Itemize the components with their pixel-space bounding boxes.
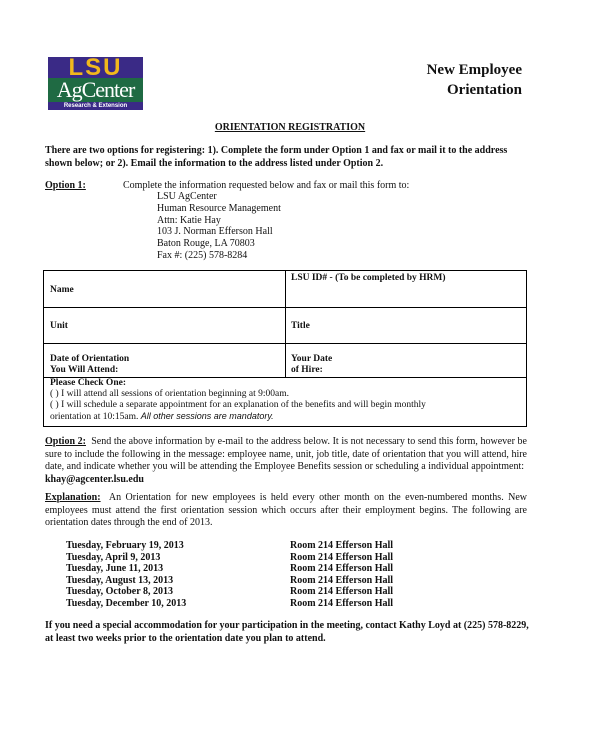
name-field-label[interactable]: Name (50, 285, 74, 295)
session-dates (66, 540, 186, 610)
date-of-hire-field[interactable] (285, 354, 338, 376)
option1-label: Option 1: (45, 180, 86, 191)
option1-text: Complete the information requested below and fax or mail this form to: (123, 180, 410, 191)
mailing-address (157, 191, 281, 262)
session-date: Tuesday, August 13, 2013 (66, 574, 174, 586)
session-date: Tuesday, April 9, 2013 (66, 551, 161, 563)
session-date: Tuesday, October 8, 2013 (66, 586, 173, 598)
lsu-id-field-label[interactable]: LSU ID# - (To be completed by HRM) (291, 273, 446, 283)
mandatory-note: All other sessions are mandatory. (140, 411, 274, 421)
option2-paragraph (45, 436, 527, 486)
address-line: Attn: Katie Hay (157, 214, 221, 226)
title-field-label[interactable]: Title (291, 321, 310, 331)
option2-text: Send the above information by e-mail to the address below. It is not necessary to send this form, however be sure to include the following in the message: employee name, unit, job title, date of orientation that you will attend, hire date, and indicate whether you will be attending the Employee Benefits session or scheduling a individual appointment: (45, 436, 527, 472)
email-link[interactable]: khay@agcenter.lsu.edu (45, 473, 144, 485)
address-line: Baton Rouge, LA 70803 (157, 238, 255, 250)
session-room: Room 214 Efferson Hall (290, 563, 394, 575)
logo-lsu: LSU (48, 57, 143, 78)
title-line-2: Orientation (447, 82, 522, 98)
explanation-paragraph (45, 492, 527, 530)
registration-form-table (43, 270, 527, 427)
label-line: Date of Orientation (50, 354, 130, 364)
session-room: Room 214 Efferson Hall (290, 540, 394, 551)
address-line: Human Resource Management (157, 202, 281, 214)
option2-label: Option 2: (45, 436, 86, 447)
address-line: Fax #: (225) 578-8284 (157, 249, 248, 261)
explanation-text: An Orientation for new employees is held every other month on the even-numbered months. New employees must attend the first orientation session which occurs after their employment begins. The following are orientation dates through the end of 2013. (45, 492, 527, 528)
checkbox-separate-appointment[interactable]: ( ) I will schedule a separate appointment for an explanation of the benefits and will begin monthly (50, 400, 426, 410)
document-title (380, 60, 522, 100)
date-of-orientation-field[interactable] (44, 354, 135, 376)
lsu-agcenter-logo (48, 57, 143, 110)
title-line-1: New Employee (426, 62, 522, 78)
label-line: You Will Attend: (50, 365, 119, 375)
session-date: Tuesday, December 10, 2013 (66, 597, 187, 609)
section-heading: ORIENTATION REGISTRATION (214, 122, 366, 133)
label-line: Your Date (291, 354, 333, 364)
logo-tagline: Research & Extension (48, 102, 143, 110)
label-line: of Hire: (291, 365, 323, 375)
session-room: Room 214 Efferson Hall (290, 551, 394, 563)
check-one-section (44, 378, 526, 423)
intro-paragraph: There are two options for registering: 1). Complete the form under Option 1 and fax or mail it to the address shown below; or 2). Email the information to the address listed under Option 2. (45, 145, 508, 169)
explanation-label: Explanation: (45, 492, 101, 503)
session-date: Tuesday, February 19, 2013 (66, 540, 184, 551)
check2-continuation: orientation at 10:15am. (50, 412, 139, 422)
session-room: Room 214 Efferson Hall (290, 574, 394, 586)
session-room: Room 214 Efferson Hall (290, 586, 394, 598)
checkbox-attend-all[interactable]: ( ) I will attend all sessions of orientation beginning at 9:00am. (50, 389, 290, 399)
check-one-label: Please Check One: (50, 378, 126, 388)
session-rooms (290, 540, 393, 610)
accommodation-note: If you need a special accommodation for your participation in the meeting, contact Kathy Loyd at (225) 578-8229, at least two weeks prior to the orientation date you plan to attend. (45, 620, 529, 644)
address-line: LSU AgCenter (157, 191, 217, 202)
session-date: Tuesday, June 11, 2013 (66, 563, 164, 575)
address-line: 103 J. Norman Efferson Hall (157, 226, 273, 238)
session-room: Room 214 Efferson Hall (290, 597, 394, 609)
unit-field-label[interactable]: Unit (50, 321, 68, 331)
logo-agcenter: AgCenter (48, 78, 143, 102)
